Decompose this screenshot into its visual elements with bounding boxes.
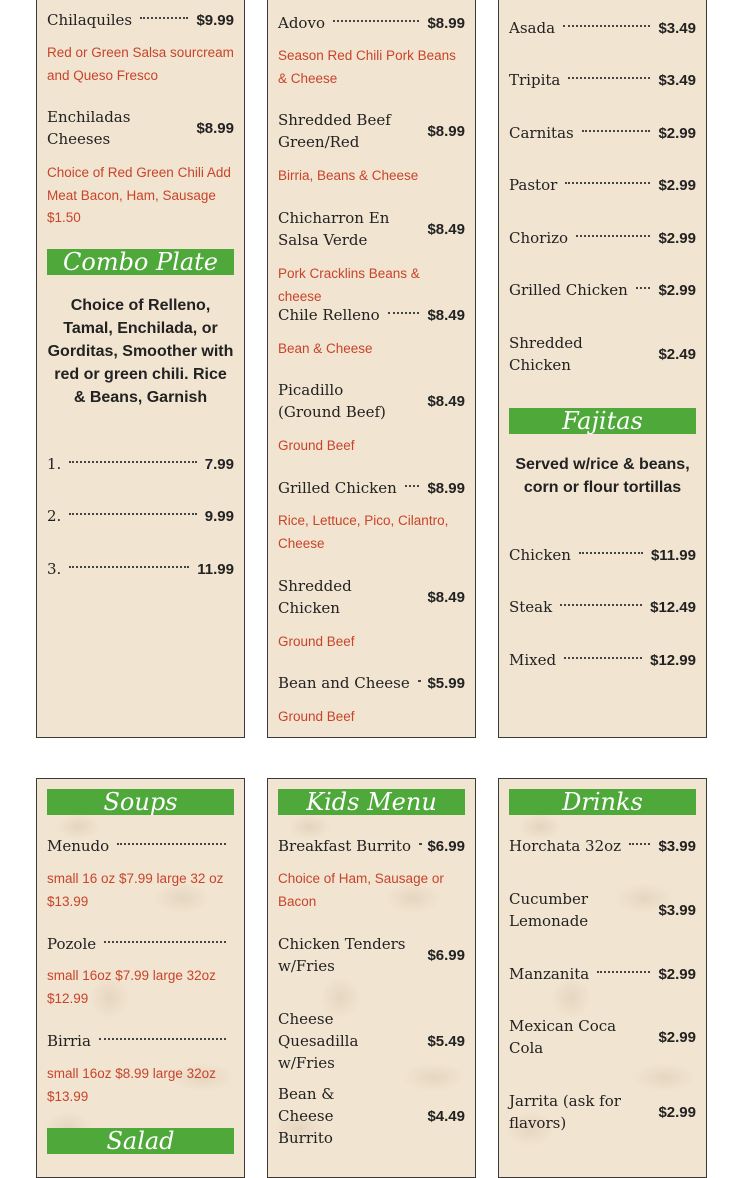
tacos-fajitas-panel bbox=[498, 0, 707, 738]
dot-leader bbox=[405, 485, 420, 487]
soups-panel bbox=[36, 778, 245, 1178]
item-name: Steak bbox=[509, 596, 552, 618]
item-description: Rice, Lettuce, Pico, Cilantro, Cheese bbox=[278, 510, 467, 555]
fajita-item bbox=[509, 649, 696, 671]
menu-item bbox=[278, 575, 465, 619]
item-price: $12.49 bbox=[650, 599, 696, 616]
item-price: $8.99 bbox=[196, 120, 234, 137]
item-name: Manzanita bbox=[509, 963, 589, 985]
item-price: $2.99 bbox=[658, 1104, 696, 1121]
item-name: Asada bbox=[509, 17, 555, 39]
item-price: $3.99 bbox=[658, 902, 696, 919]
item-price: $11.99 bbox=[651, 547, 696, 564]
dot-leader bbox=[388, 312, 420, 314]
item-name: Shredded Beef Green/Red bbox=[278, 109, 393, 153]
menu-item bbox=[278, 477, 465, 499]
item-name: Mexican Coca Cola bbox=[509, 1015, 619, 1059]
menu-item bbox=[278, 207, 465, 251]
menu-item bbox=[47, 933, 234, 955]
item-name: Birria bbox=[47, 1030, 91, 1052]
dot-leader bbox=[418, 680, 420, 682]
dot-leader bbox=[333, 20, 419, 22]
menu-item bbox=[47, 1030, 234, 1052]
item-description: Bean & Cheese bbox=[278, 338, 467, 361]
menu-item bbox=[509, 888, 696, 932]
menu-item bbox=[278, 933, 465, 977]
menu-item bbox=[278, 1083, 465, 1149]
item-name: Shredded Chicken bbox=[509, 332, 589, 376]
item-name: 3. bbox=[47, 558, 61, 580]
combo-item bbox=[47, 558, 234, 580]
item-description: Red or Green Salsa sourcream and Queso Fresco bbox=[47, 42, 236, 87]
item-description: Choice of Red Green Chili Add Meat Bacon, Ham, Sausage $1.50 bbox=[47, 162, 236, 230]
item-description: small 16oz $7.99 large 32oz $12.99 bbox=[47, 965, 236, 1010]
item-price: $8.49 bbox=[427, 589, 465, 606]
item-description: Birria, Beans & Cheese bbox=[278, 165, 467, 188]
menu-item bbox=[278, 12, 465, 34]
item-description: Choice of Ham, Sausage or Bacon bbox=[278, 868, 467, 913]
menu-item bbox=[278, 304, 465, 326]
item-description: Ground Beef bbox=[278, 435, 467, 458]
menu-item bbox=[509, 122, 696, 144]
item-name: Bean and Cheese bbox=[278, 672, 410, 694]
item-name: Shredded Chicken bbox=[278, 575, 358, 619]
item-name: Picadillo (Ground Beef) bbox=[278, 379, 408, 423]
dot-leader bbox=[629, 843, 650, 845]
item-name: Chile Relleno bbox=[278, 304, 380, 326]
dot-leader bbox=[565, 182, 650, 184]
menu-item bbox=[509, 69, 696, 91]
item-name: Mixed bbox=[509, 649, 556, 671]
item-name: Bean & Cheese Burrito bbox=[278, 1083, 388, 1149]
item-price: 9.99 bbox=[205, 508, 234, 525]
item-price: $2.99 bbox=[658, 177, 696, 194]
item-price: $8.49 bbox=[427, 307, 465, 324]
item-description: Pork Cracklins Beans & cheese bbox=[278, 263, 467, 308]
dot-leader bbox=[69, 513, 196, 515]
plates-panel bbox=[267, 0, 476, 738]
item-name: Carnitas bbox=[509, 122, 574, 144]
item-price: $2.49 bbox=[658, 346, 696, 363]
item-price: $2.99 bbox=[658, 1029, 696, 1046]
item-price: 11.99 bbox=[197, 561, 234, 578]
item-name: Pozole bbox=[47, 933, 96, 955]
dot-leader bbox=[564, 657, 642, 659]
dot-leader bbox=[579, 552, 643, 554]
item-name: Adovo bbox=[278, 12, 325, 34]
item-price: $12.99 bbox=[650, 652, 696, 669]
item-price: 7.99 bbox=[205, 456, 234, 473]
item-name: Menudo bbox=[47, 835, 109, 857]
menu-item bbox=[278, 379, 465, 423]
combo-plate-note: Choice of Relleno, Tamal, Enchilada, or Gorditas, Smoother with red or green chili. Rice & Beans, Garnish bbox=[47, 294, 234, 409]
drinks-panel bbox=[498, 778, 707, 1178]
item-description: Season Red Chili Pork Beans & Cheese bbox=[278, 45, 467, 90]
dot-leader bbox=[69, 461, 196, 463]
item-price: $5.99 bbox=[427, 675, 465, 692]
dot-leader bbox=[582, 130, 651, 132]
item-price: $8.99 bbox=[427, 15, 465, 32]
combo-item bbox=[47, 505, 234, 527]
dot-leader bbox=[636, 287, 651, 289]
item-name: Tripita bbox=[509, 69, 560, 91]
fajita-item bbox=[509, 544, 696, 566]
dot-leader bbox=[568, 77, 650, 79]
menu-item bbox=[509, 1090, 696, 1134]
item-name: Cucumber Lemonade bbox=[509, 888, 599, 932]
item-name: 2. bbox=[47, 505, 61, 527]
menu-item bbox=[509, 835, 696, 857]
item-name: Chorizo bbox=[509, 227, 568, 249]
menu-item bbox=[509, 1015, 696, 1059]
dot-leader bbox=[69, 566, 189, 568]
item-price: $9.99 bbox=[196, 12, 234, 29]
item-price: $8.99 bbox=[427, 123, 465, 140]
menu-item bbox=[278, 109, 465, 153]
item-price: $2.99 bbox=[658, 230, 696, 247]
item-name: Pastor bbox=[509, 174, 557, 196]
item-name: 1. bbox=[47, 453, 61, 475]
menu-item bbox=[47, 106, 234, 150]
item-price: $8.99 bbox=[427, 480, 465, 497]
item-name: Chicharron En Salsa Verde bbox=[278, 207, 393, 251]
item-price: $3.49 bbox=[658, 20, 696, 37]
fajita-item bbox=[509, 596, 696, 618]
dot-leader bbox=[117, 843, 226, 845]
item-name: Cheese Quesadilla w/Fries bbox=[278, 1008, 413, 1074]
item-description: Ground Beef bbox=[278, 631, 467, 654]
item-name: Enchiladas Cheeses bbox=[47, 106, 162, 150]
item-name: Breakfast Burrito bbox=[278, 835, 411, 857]
item-description: Ground Beef bbox=[278, 706, 467, 729]
item-name: Grilled Chicken bbox=[509, 279, 628, 301]
kids-menu-panel bbox=[267, 778, 476, 1178]
dot-leader bbox=[140, 17, 188, 19]
item-price: $3.99 bbox=[658, 838, 696, 855]
item-price: $3.49 bbox=[658, 72, 696, 89]
item-name: Grilled Chicken bbox=[278, 477, 397, 499]
menu-item bbox=[509, 963, 696, 985]
breakfast-panel bbox=[36, 0, 245, 738]
item-price: $6.99 bbox=[427, 947, 465, 964]
salad-header: Salad bbox=[47, 1128, 234, 1154]
menu-item bbox=[509, 279, 696, 301]
item-description: small 16 oz $7.99 large 32 oz $13.99 bbox=[47, 868, 236, 913]
item-name: Chilaquiles bbox=[47, 9, 132, 31]
menu-item bbox=[278, 835, 465, 857]
kids-menu-header: Kids Menu bbox=[278, 789, 465, 815]
item-price: $2.99 bbox=[658, 282, 696, 299]
fajitas-note: Served w/rice & beans, corn or flour tortillas bbox=[509, 453, 696, 499]
dot-leader bbox=[99, 1038, 226, 1040]
item-price: $2.99 bbox=[658, 125, 696, 142]
menu-item bbox=[278, 1008, 465, 1074]
menu-item bbox=[509, 174, 696, 196]
dot-leader bbox=[597, 971, 650, 973]
dot-leader bbox=[563, 25, 650, 27]
dot-leader bbox=[576, 235, 650, 237]
item-description: small 16oz $8.99 large 32oz $13.99 bbox=[47, 1063, 236, 1108]
menu-item bbox=[509, 227, 696, 249]
menu-item bbox=[509, 332, 696, 376]
item-name: Chicken Tenders w/Fries bbox=[278, 933, 408, 977]
item-price: $8.49 bbox=[427, 221, 465, 238]
dot-leader bbox=[104, 941, 226, 943]
item-price: $6.99 bbox=[427, 838, 465, 855]
item-name: Chicken bbox=[509, 544, 571, 566]
item-name: Jarrita (ask for flavors) bbox=[509, 1090, 624, 1134]
menu-item bbox=[278, 672, 465, 694]
item-name: Horchata 32oz bbox=[509, 835, 621, 857]
item-price: $2.99 bbox=[658, 966, 696, 983]
dot-leader bbox=[560, 604, 642, 606]
menu-item bbox=[509, 17, 696, 39]
soups-header: Soups bbox=[47, 789, 234, 815]
drinks-header: Drinks bbox=[509, 789, 696, 815]
item-price: $5.49 bbox=[427, 1033, 465, 1050]
combo-item bbox=[47, 453, 234, 475]
combo-plate-header: Combo Plate bbox=[47, 249, 234, 275]
item-price: $4.49 bbox=[427, 1108, 465, 1125]
fajitas-header: Fajitas bbox=[509, 408, 696, 434]
item-price: $8.49 bbox=[427, 393, 465, 410]
menu-item bbox=[47, 835, 234, 857]
menu-item bbox=[47, 9, 234, 31]
